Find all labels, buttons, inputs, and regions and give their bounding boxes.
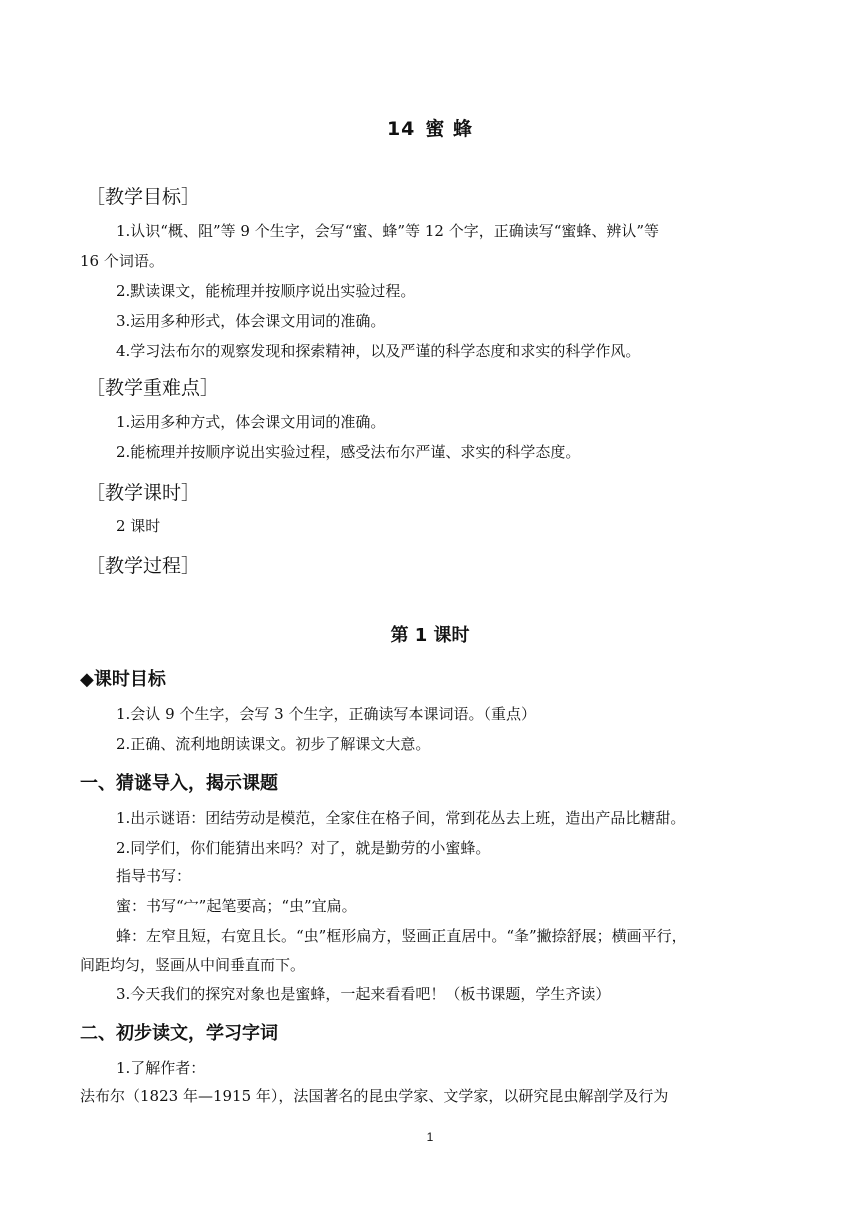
lesson-goal-1: 1.会认 9 个生字，会写 3 个生字，正确读写本课词语。（重点） xyxy=(116,705,536,723)
lesson-goal-2: 2.正确、流利地朗读课文。初步了解课文大意。 xyxy=(116,735,431,753)
goal-line-1-cont: 16 个词语。 xyxy=(80,252,164,270)
goal-line-3: 3.运用多种形式，体会课文用词的准确。 xyxy=(116,312,386,330)
class-hours-value: 2 课时 xyxy=(116,517,161,535)
goal-line-4: 4.学习法布尔的观察发现和探索精神，以及严谨的科学态度和求实的科学作风。 xyxy=(116,342,641,360)
part1-feng-guide: 蜂：左窄且短，右宽且长。“虫”框形扁方，竖画正直居中。“夆”撇捺舒展；横画平行， xyxy=(116,927,687,945)
title-number: 14 xyxy=(386,118,416,140)
part1-heading: 一、猜谜导入，揭示课题 xyxy=(80,773,278,794)
part1-line-2: 2.同学们，你们能猜出来吗？对了，就是勤劳的小蜜蜂。 xyxy=(116,839,491,857)
key-point-1: 1.运用多种方式，体会课文用词的准确。 xyxy=(116,413,386,431)
section-teaching-goals: ［教学目标］ xyxy=(86,186,201,208)
goal-line-1: 1.认识“概、阻”等 9 个生字，会写“蜜、蜂”等 12 个字，正确读写“蜜蜂、辨认”等 xyxy=(116,222,660,240)
part1-mi-guide: 蜜：书写“宀”起笔要高；“虫”宜扁。 xyxy=(116,897,357,915)
part1-feng-guide-cont: 间距均匀，竖画从中间垂直而下。 xyxy=(80,956,306,974)
part1-writing-guide: 指导书写： xyxy=(116,867,192,885)
section-teaching-process: ［教学过程］ xyxy=(86,555,201,577)
part1-line-1: 1.出示谜语：团结劳动是模范，全家住在格子间，常到花丛去上班，造出产品比糖甜。 xyxy=(116,809,686,827)
part2-heading: 二、初步读文，学习字词 xyxy=(80,1023,278,1044)
document-title xyxy=(0,114,860,141)
part2-author-intro: 法布尔（1823 年—1915 年），法国著名的昆虫学家、文学家，以研究昆虫解剖学及行为 xyxy=(80,1087,669,1105)
page-number: 1 xyxy=(426,1130,434,1144)
lesson-goals-heading: ◆课时目标 xyxy=(80,669,166,690)
title-text: 蜜 蜂 xyxy=(425,118,474,140)
lesson-title: 第 1 课时 xyxy=(390,625,470,646)
section-class-hours: ［教学课时］ xyxy=(86,482,201,504)
key-point-2: 2.能梳理并按顺序说出实验过程，感受法布尔严谨、求实的科学态度。 xyxy=(116,443,581,461)
goal-line-2: 2.默读课文，能梳理并按顺序说出实验过程。 xyxy=(116,282,416,300)
part1-line-3: 3.今天我们的探究对象也是蜜蜂，一起来看看吧！（板书课题，学生齐读） xyxy=(116,985,611,1003)
section-key-points: ［教学重难点］ xyxy=(86,377,220,399)
part2-line-1: 1.了解作者： xyxy=(116,1059,206,1077)
